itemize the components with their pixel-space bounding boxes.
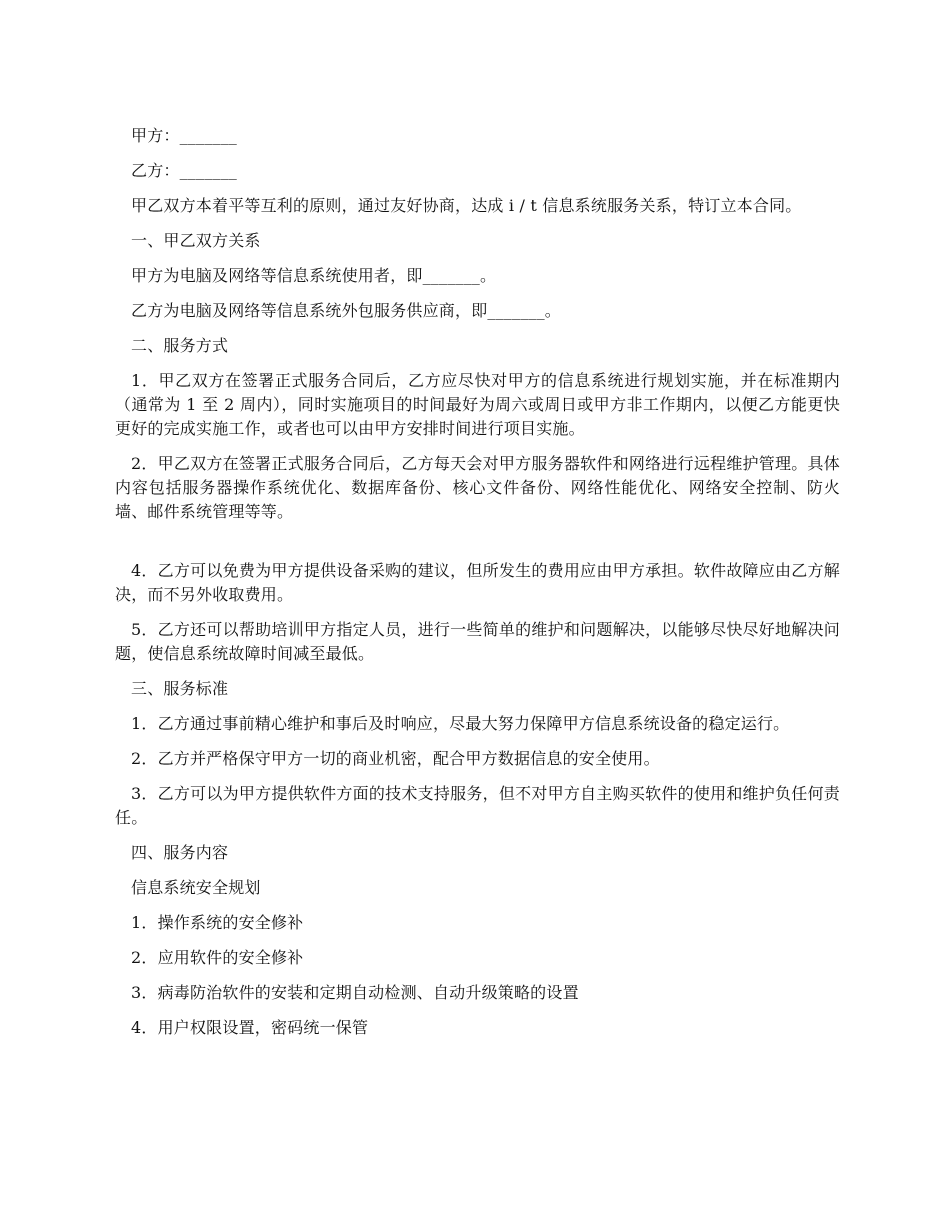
contract-body — [115, 124, 840, 1051]
section-heading-service-content: 四、服务内容 — [131, 843, 229, 862]
preamble-paragraph: 甲乙双方本着平等互利的原则，通过友好协商，达成 i / t 信息系统服务关系，特订立本合同。 — [131, 196, 802, 215]
service-content-item-1: 1．操作系统的安全修补 — [131, 913, 304, 932]
party-a-role-paragraph: 甲方为电脑及网络等信息系统使用者，即_______。 — [131, 266, 497, 285]
service-standard-item-1: 1．乙方通过事前精心维护和事后及时响应，尽最大努力保障甲方信息系统设备的稳定运行。 — [131, 714, 790, 733]
party-b-line: 乙方：_______ — [131, 161, 238, 180]
service-method-item-1: 1．甲乙双方在签署正式服务合同后，乙方应尽快对甲方的信息系统进行规划实施，并在标准期内（通常为 1 至 2 周内），同时实施项目的时间最好为周六或周日或甲方非工作期内，以便乙方能更快更好的完成实施工作，或者也可以由甲方安排时间进行项目实施。 — [115, 371, 840, 438]
service-method-item-5: 5．乙方还可以帮助培训甲方指定人员，进行一些简单的维护和问题解决，以能够尽快尽好地解决问题，使信息系统故障时间减至最低。 — [115, 620, 840, 663]
service-method-item-2: 2．甲乙双方在签署正式服务合同后，乙方每天会对甲方服务器软件和网络进行远程维护管理。具体内容包括服务器操作系统优化、数据库备份、核心文件备份、网络性能优化、网络安全控制、防火墙、邮件系统管理等等。 — [115, 454, 840, 521]
service-content-item-3: 3．病毒防治软件的安装和定期自动检测、自动升级策略的设置 — [131, 983, 579, 1002]
section-heading-service-method: 二、服务方式 — [131, 336, 229, 355]
service-content-item-4: 4．用户权限设置，密码统一保管 — [131, 1018, 369, 1037]
party-a-line: 甲方：_______ — [131, 126, 238, 145]
service-content-item-2: 2．应用软件的安全修补 — [131, 948, 304, 967]
service-standard-item-3: 3．乙方可以为甲方提供软件方面的技术支持服务，但不对甲方自主购买软件的使用和维护负任何责任。 — [115, 784, 840, 827]
subheading-security-planning: 信息系统安全规划 — [131, 878, 261, 897]
service-method-item-4: 4．乙方可以免费为甲方提供设备采购的建议，但所发生的费用应由甲方承担。软件故障应由乙方解决，而不另外收取费用。 — [115, 561, 840, 604]
section-heading-relationship: 一、甲乙双方关系 — [131, 231, 261, 250]
party-b-role-paragraph: 乙方为电脑及网络等信息系统外包服务供应商，即_______。 — [131, 301, 562, 320]
section-heading-service-standard: 三、服务标准 — [131, 679, 229, 698]
service-standard-item-2: 2．乙方并严格保守甲方一切的商业机密，配合甲方数据信息的安全使用。 — [131, 749, 660, 768]
